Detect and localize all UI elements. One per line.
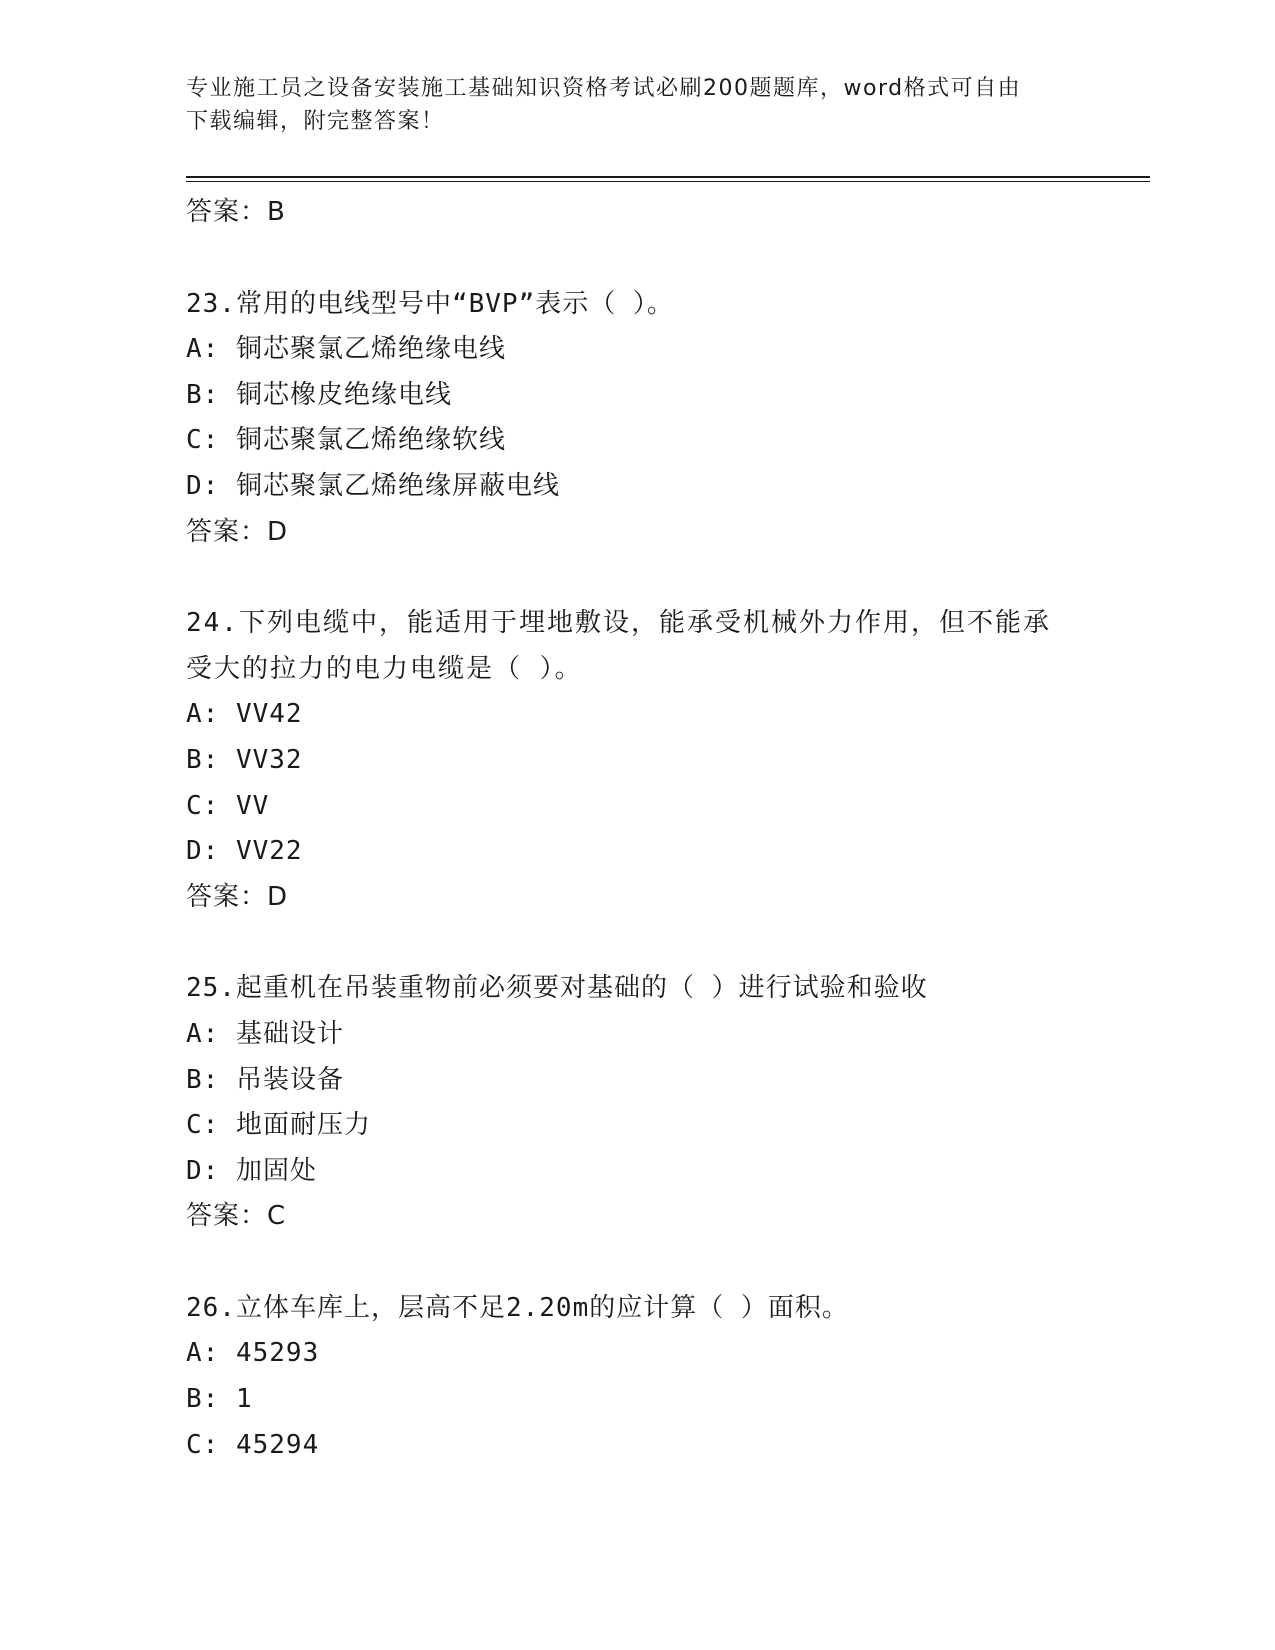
option-b: B: 吊装设备 (186, 1064, 344, 1095)
document-header (186, 72, 1066, 138)
option-c: C: 地面耐压力 (186, 1110, 371, 1141)
question-stem: 25.起重机在吊装重物前必须要对基础的（ ）进行试验和验收 (186, 973, 928, 1004)
question-25 (186, 966, 1086, 1240)
option-c: C: 铜芯聚氯乙烯绝缘软线 (186, 425, 506, 456)
spacer (186, 236, 1086, 282)
option-d: D: VV22 (186, 836, 303, 867)
header-title-line-1: 专业施工员之设备安装施工基础知识资格考试必刷200题题库，word格式可自由 (186, 76, 1022, 101)
header-rule-thin (186, 181, 1150, 182)
spacer (186, 555, 1086, 601)
question-answer: 答案：D (186, 516, 289, 547)
option-c: C: 45294 (186, 1429, 320, 1460)
question-26 (186, 1286, 1086, 1468)
question-list (186, 190, 1086, 1468)
question-answer: 答案：D (186, 881, 289, 912)
header-title-line-2: 下载编辑，附完整答案！ (186, 109, 445, 134)
question-24 (186, 601, 1086, 920)
option-a: A: 45293 (186, 1338, 320, 1369)
option-a: A: 铜芯聚氯乙烯绝缘电线 (186, 334, 506, 365)
spacer (186, 1240, 1086, 1286)
question-stem: 26.立体车库上，层高不足2.20m的应计算（ ）面积。 (186, 1292, 849, 1323)
header-rule-thick (186, 176, 1150, 178)
option-c: C: VV (186, 790, 270, 821)
option-d: D: 加固处 (186, 1155, 317, 1186)
option-d: D: 铜芯聚氯乙烯绝缘屏蔽电线 (186, 470, 560, 501)
spacer (186, 920, 1086, 966)
option-b: B: 1 (186, 1384, 253, 1415)
question-stem: 24.下列电缆中，能适用于埋地敷设，能承受机械外力作用，但不能承受大的拉力的电力电缆是（ ）。 (186, 608, 1051, 684)
question-stem: 23.常用的电线型号中“BVP”表示（ ）。 (186, 288, 674, 319)
question-answer: 答案：C (186, 1201, 287, 1232)
option-b: B: 铜芯橡皮绝缘电线 (186, 379, 452, 410)
previous-answer: 答案：B (186, 197, 286, 227)
option-a: A: 基础设计 (186, 1018, 344, 1049)
option-b: B: VV32 (186, 744, 303, 775)
question-23 (186, 282, 1086, 556)
option-a: A: VV42 (186, 699, 303, 730)
